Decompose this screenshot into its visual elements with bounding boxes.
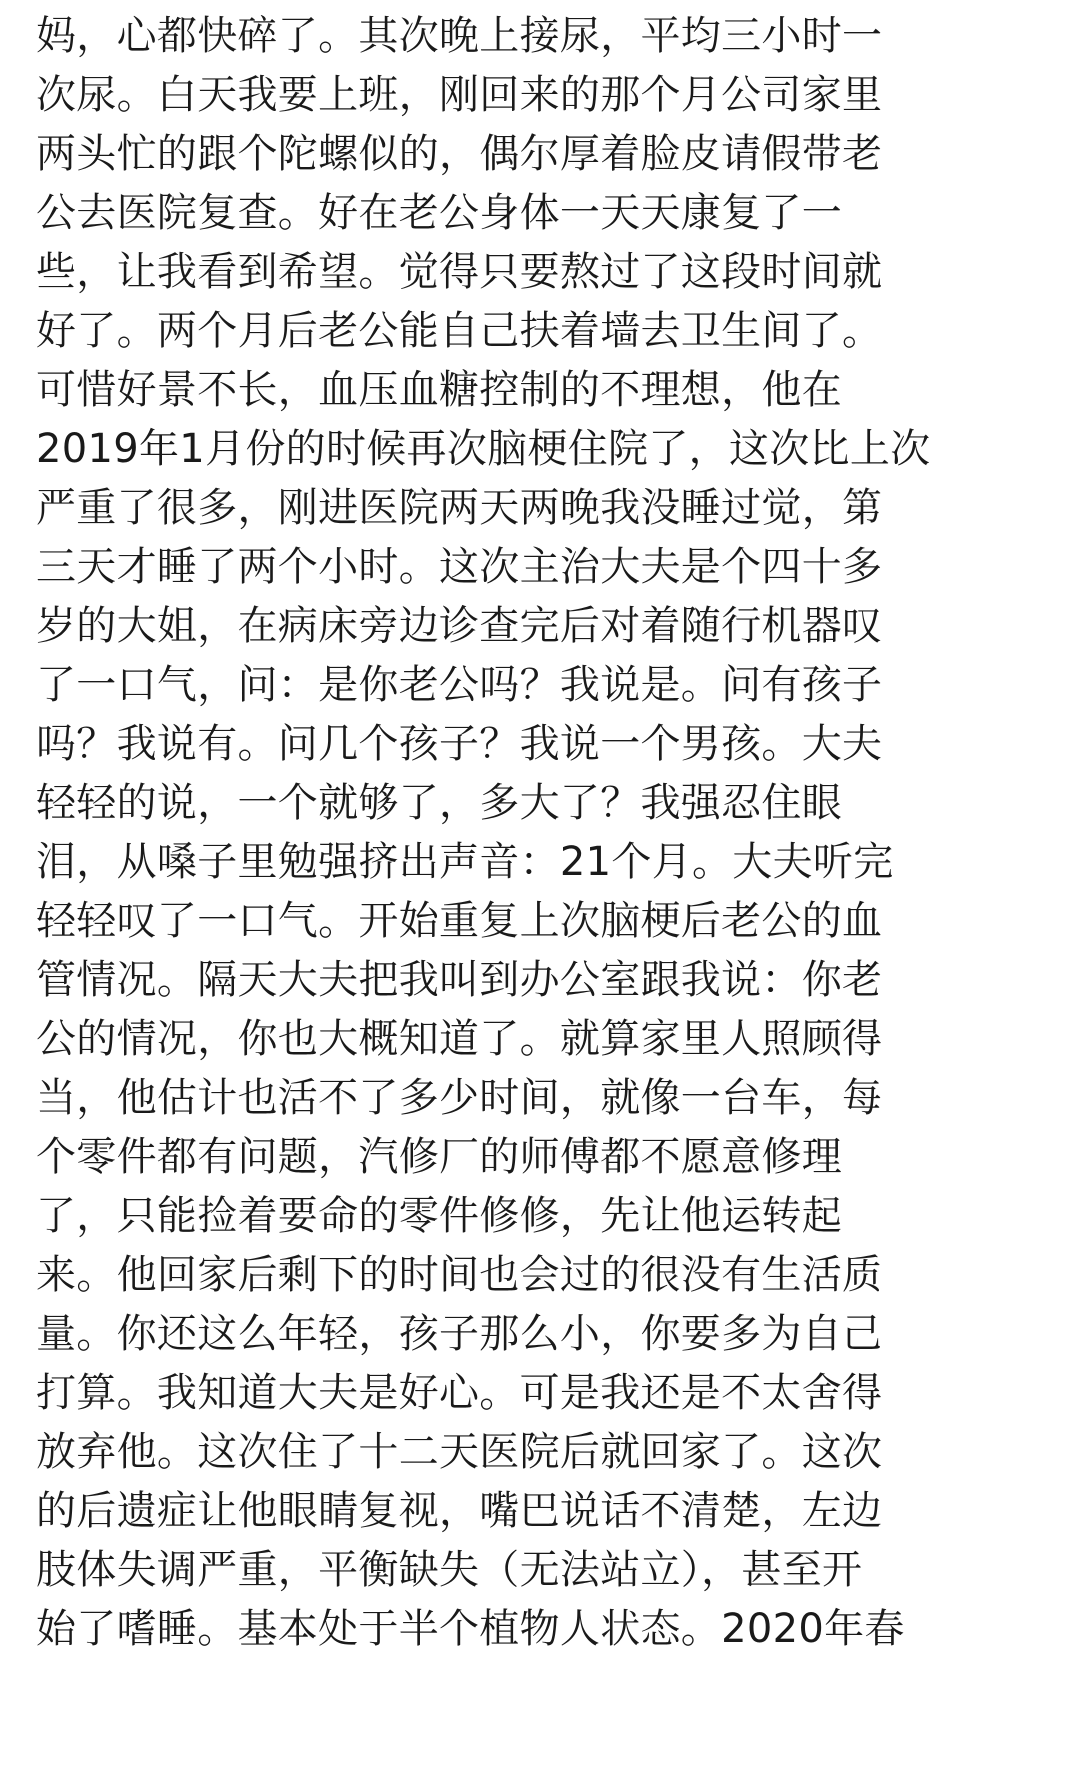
article-line: 始了嗜睡。基本处于半个植物人状态。2020年春: [36, 1606, 905, 1652]
article-line: 轻轻叹了一口气。开始重复上次脑梗后老公的血: [36, 898, 883, 944]
article-line: 岁的大姐，在病床旁边诊查完后对着随行机器叹: [36, 603, 883, 649]
article-line: 2019年1月份的时候再次脑梗住院了，这次比上次: [36, 426, 931, 472]
article-line: 肢体失调严重，平衡缺失（无法站立），甚至开: [36, 1547, 863, 1593]
article-line: 次尿。白天我要上班，刚回来的那个月公司家里: [36, 72, 883, 118]
article-line: 可惜好景不长，血压血糖控制的不理想，他在: [36, 367, 842, 413]
article-line: 公的情况，你也大概知道了。就算家里人照顾得: [36, 1016, 883, 1062]
article-line: 好了。两个月后老公能自己扶着墙去卫生间了。: [36, 308, 883, 354]
article-line: 个零件都有问题，汽修厂的师傅都不愿意修理: [36, 1134, 842, 1180]
article-line: 了一口气，问：是你老公吗？我说是。问有孩子: [36, 662, 883, 708]
article-line: 来。他回家后剩下的时间也会过的很没有生活质: [36, 1252, 883, 1298]
article-line: 吗？我说有。问几个孩子？我说一个男孩。大夫: [36, 721, 883, 767]
article-line: 两头忙的跟个陀螺似的，偶尔厚着脸皮请假带老: [36, 131, 883, 177]
article-line: 量。你还这么年轻，孩子那么小，你要多为自己: [36, 1311, 883, 1357]
article-line: 了，只能捡着要命的零件修修，先让他运转起: [36, 1193, 842, 1239]
article-line: 打算。我知道大夫是好心。可是我还是不太舍得: [36, 1370, 883, 1416]
article-line: 些，让我看到希望。觉得只要熬过了这段时间就: [36, 249, 883, 295]
article-line: 妈，心都快碎了。其次晚上接尿，平均三小时一: [36, 13, 883, 59]
article-line: 泪，从嗓子里勉强挤出声音：21个月。大夫听完: [36, 839, 894, 885]
article-line: 严重了很多，刚进医院两天两晚我没睡过觉，第: [36, 485, 883, 531]
article-line: 当，他估计也活不了多少时间，就像一台车，每: [36, 1075, 883, 1121]
article-line: 放弃他。这次住了十二天医院后就回家了。这次: [36, 1429, 883, 1475]
article-line: 管情况。隔天大夫把我叫到办公室跟我说：你老: [36, 957, 883, 1003]
article-line: 轻轻的说，一个就够了，多大了？我强忍住眼: [36, 780, 842, 826]
article-line: 的后遗症让他眼睛复视，嘴巴说话不清楚，左边: [36, 1488, 883, 1534]
article-line: 公去医院复查。好在老公身体一天天康复了一: [36, 190, 842, 236]
article-line: 三天才睡了两个小时。这次主治大夫是个四十多: [36, 544, 883, 590]
